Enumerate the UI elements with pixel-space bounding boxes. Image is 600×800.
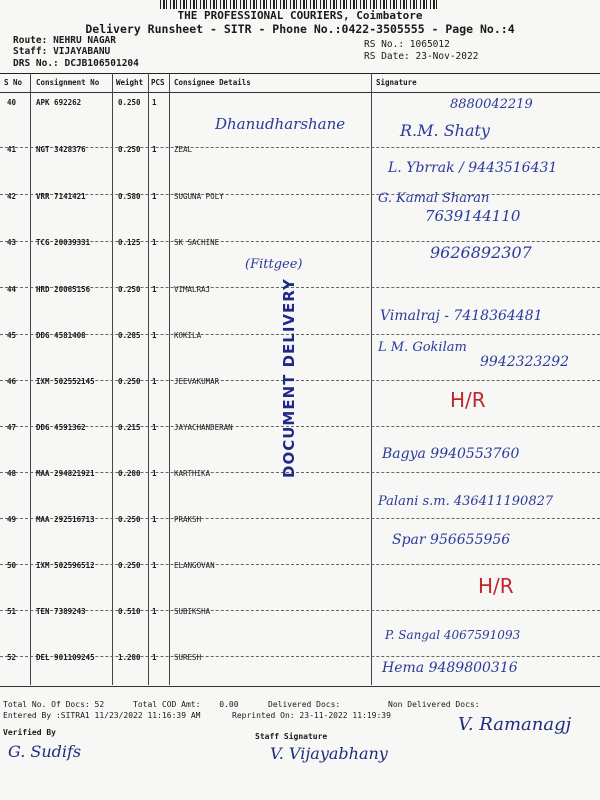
barcode xyxy=(160,0,440,9)
row-sno: 48 xyxy=(7,469,17,478)
row-pcs: 1 xyxy=(152,331,157,340)
col-header-signature: Signature xyxy=(376,78,417,87)
row-pcs: 1 xyxy=(152,192,157,201)
row-consignee: ZEAL xyxy=(174,145,193,154)
row-pcs: 1 xyxy=(152,98,157,107)
verified-by-label: Verified By xyxy=(3,728,56,737)
row-sno: 40 xyxy=(7,98,17,107)
col-header-consignment: Consignment No xyxy=(36,78,100,87)
handwritten-consignee: Dhanudharshane xyxy=(215,115,346,133)
handwritten-phone: 7639144110 xyxy=(425,207,521,225)
route-value: NEHRU NAGAR xyxy=(53,35,116,46)
row-consignment: DEL 901109245 xyxy=(36,653,95,662)
handwritten-signature: L. Ybrrak / 9443516431 xyxy=(388,160,558,176)
row-consignee: SURESH xyxy=(174,653,202,662)
row-sno: 41 xyxy=(7,145,17,154)
total-docs xyxy=(3,700,104,709)
table-row xyxy=(0,648,600,686)
entered-by: Entered By :SITRA1 11/23/2022 11:16:39 AM xyxy=(3,711,201,720)
row-sno: 49 xyxy=(7,515,17,524)
non-delivered-docs-label: Non Delivered Docs: xyxy=(388,700,480,709)
row-pcs: 1 xyxy=(152,238,157,247)
row-pcs: 1 xyxy=(152,515,157,524)
handwritten-signature: Vimalraj - 7418364481 xyxy=(380,308,543,324)
handwritten-signature: R.M. Shaty xyxy=(400,121,490,140)
route-label: Route: xyxy=(13,35,48,46)
row-consignment: IXM 502596512 xyxy=(36,561,95,570)
row-pcs: 1 xyxy=(152,561,157,570)
row-consignment: TCG 20039331 xyxy=(36,238,91,247)
row-weight: 0.580 xyxy=(118,192,141,201)
row-sno: 52 xyxy=(7,653,17,662)
row-pcs: 1 xyxy=(152,469,157,478)
row-consignment: DDG 4581408 xyxy=(36,331,86,340)
handwritten-phone: 9942323292 xyxy=(480,354,570,370)
rs-no-value: 1065012 xyxy=(409,39,450,50)
row-consignment: APK 692262 xyxy=(36,98,82,107)
row-sno: 42 xyxy=(7,192,17,201)
handwritten-signature: L M. Gokilam xyxy=(378,340,467,355)
total-docs-label: Total No. Of Docs: xyxy=(3,700,90,709)
row-weight: 0.250 xyxy=(118,561,141,570)
row-sno: 45 xyxy=(7,331,17,340)
row-weight: 0.285 xyxy=(118,331,141,340)
col-header-weight: Weight xyxy=(116,78,144,87)
row-weight: 1.280 xyxy=(118,653,141,662)
col-header-pcs: PCS xyxy=(151,78,165,87)
row-consignee: SUGUNA POLY xyxy=(174,192,224,201)
staff-line xyxy=(13,46,110,57)
row-sno: 51 xyxy=(7,607,17,616)
table-top-border xyxy=(0,73,600,74)
handwritten-signature: P. Sangal 4067591093 xyxy=(385,628,521,642)
rs-date-line xyxy=(364,51,478,62)
staff-label: Staff: xyxy=(13,46,48,57)
row-weight: 0.250 xyxy=(118,285,141,294)
route-line xyxy=(13,35,116,46)
row-weight: 0.250 xyxy=(118,515,141,524)
row-weight: 0.125 xyxy=(118,238,141,247)
row-consignment: VRR 7141421 xyxy=(36,192,86,201)
staff-signature-label: Staff Signature xyxy=(255,732,328,741)
delivered-docs-label: Delivered Docs: xyxy=(268,700,341,709)
row-weight: 0.510 xyxy=(118,607,141,616)
row-pcs: 1 xyxy=(152,377,157,386)
row-consignee: KOKILA xyxy=(174,331,202,340)
row-weight: 0.280 xyxy=(118,469,141,478)
drs-label: DRS No.: xyxy=(13,58,59,69)
verified-signature: G. Sudifs xyxy=(8,742,82,761)
row-consignment: MAA 294821921 xyxy=(36,469,95,478)
runsheet-title: Delivery Runsheet - SITR - Phone No.:0422-3505555 - Page No.:4 xyxy=(85,22,515,36)
drs-line xyxy=(13,58,139,69)
total-cod xyxy=(133,700,239,709)
handwritten-signature: G. Kamal Sharan xyxy=(378,191,490,206)
staff-signature: V. Vijayabhany xyxy=(270,744,388,763)
rs-date-label: RS Date: xyxy=(364,51,410,62)
row-consignee: KARTHIKA xyxy=(174,469,211,478)
col-header-sno: S No xyxy=(4,78,23,87)
document-delivery-stamp: DOCUMENT DELIVERY xyxy=(280,278,298,478)
row-consignment: IXM 502552145 xyxy=(36,377,95,386)
authorized-signature: V. Ramanagj xyxy=(458,714,572,735)
handwritten-signature: Palani s.m. 436411190827 xyxy=(378,494,554,509)
handwritten-signature: Bagya 9940553760 xyxy=(382,446,520,462)
company-title: THE PROFESSIONAL COURIERS, Coimbatore xyxy=(177,9,423,22)
row-sno: 46 xyxy=(7,377,17,386)
row-consignee: SUBIKSHA xyxy=(174,607,211,616)
row-weight: 0.250 xyxy=(118,98,141,107)
row-sno: 50 xyxy=(7,561,17,570)
rs-date-value: 23-Nov-2022 xyxy=(415,51,479,62)
row-weight: 0.215 xyxy=(118,423,141,432)
row-consignee: SK SACHINE xyxy=(174,238,220,247)
row-pcs: 1 xyxy=(152,145,157,154)
handwritten-signature: Hema 9489800316 xyxy=(382,660,518,676)
row-consignment: DDG 4591362 xyxy=(36,423,86,432)
row-sno: 44 xyxy=(7,285,17,294)
rs-no-line xyxy=(364,39,450,50)
total-docs-value: 52 xyxy=(94,700,105,709)
row-weight: 0.250 xyxy=(118,377,141,386)
handwritten-signature: Spar 956655956 xyxy=(392,532,511,548)
row-weight: 0.250 xyxy=(118,145,141,154)
row-consignment: HRD 20065156 xyxy=(36,285,91,294)
row-pcs: 1 xyxy=(152,607,157,616)
row-consignee: JAYACHANDERAN xyxy=(174,423,233,432)
row-consignment: TEN 7389243 xyxy=(36,607,86,616)
handwritten-phone: 9626892307 xyxy=(430,243,532,262)
row-consignee: JEEVAKUMAR xyxy=(174,377,220,386)
handwritten-mark: H/R xyxy=(478,574,514,598)
reprinted-on: Reprinted On: 23-11-2022 11:19:39 xyxy=(232,711,391,720)
row-consignee: VIMALRAJ xyxy=(174,285,211,294)
row-pcs: 1 xyxy=(152,653,157,662)
staff-value: VIJAYABANU xyxy=(53,46,111,57)
row-sno: 43 xyxy=(7,238,17,247)
col-header-consignee: Consignee Details xyxy=(174,78,251,87)
drs-value: DCJB106501204 xyxy=(64,58,139,69)
row-sno: 47 xyxy=(7,423,17,432)
row-pcs: 1 xyxy=(152,423,157,432)
handwritten-phone: 8880042219 xyxy=(450,97,533,112)
rs-no-label: RS No.: xyxy=(364,39,405,50)
row-consignment: MAA 292516713 xyxy=(36,515,95,524)
row-consignee: PRAKSH xyxy=(174,515,202,524)
handwritten-note: (Fittgee) xyxy=(245,257,303,272)
handwritten-mark: H/R xyxy=(450,388,486,412)
total-cod-label: Total COD Amt: xyxy=(133,700,201,709)
row-consignment: NGT 3428376 xyxy=(36,145,86,154)
row-consignee: ELANGOVAN xyxy=(174,561,215,570)
total-cod-value: 0.00 xyxy=(219,700,239,709)
row-pcs: 1 xyxy=(152,285,157,294)
table-bottom-border xyxy=(0,686,600,687)
